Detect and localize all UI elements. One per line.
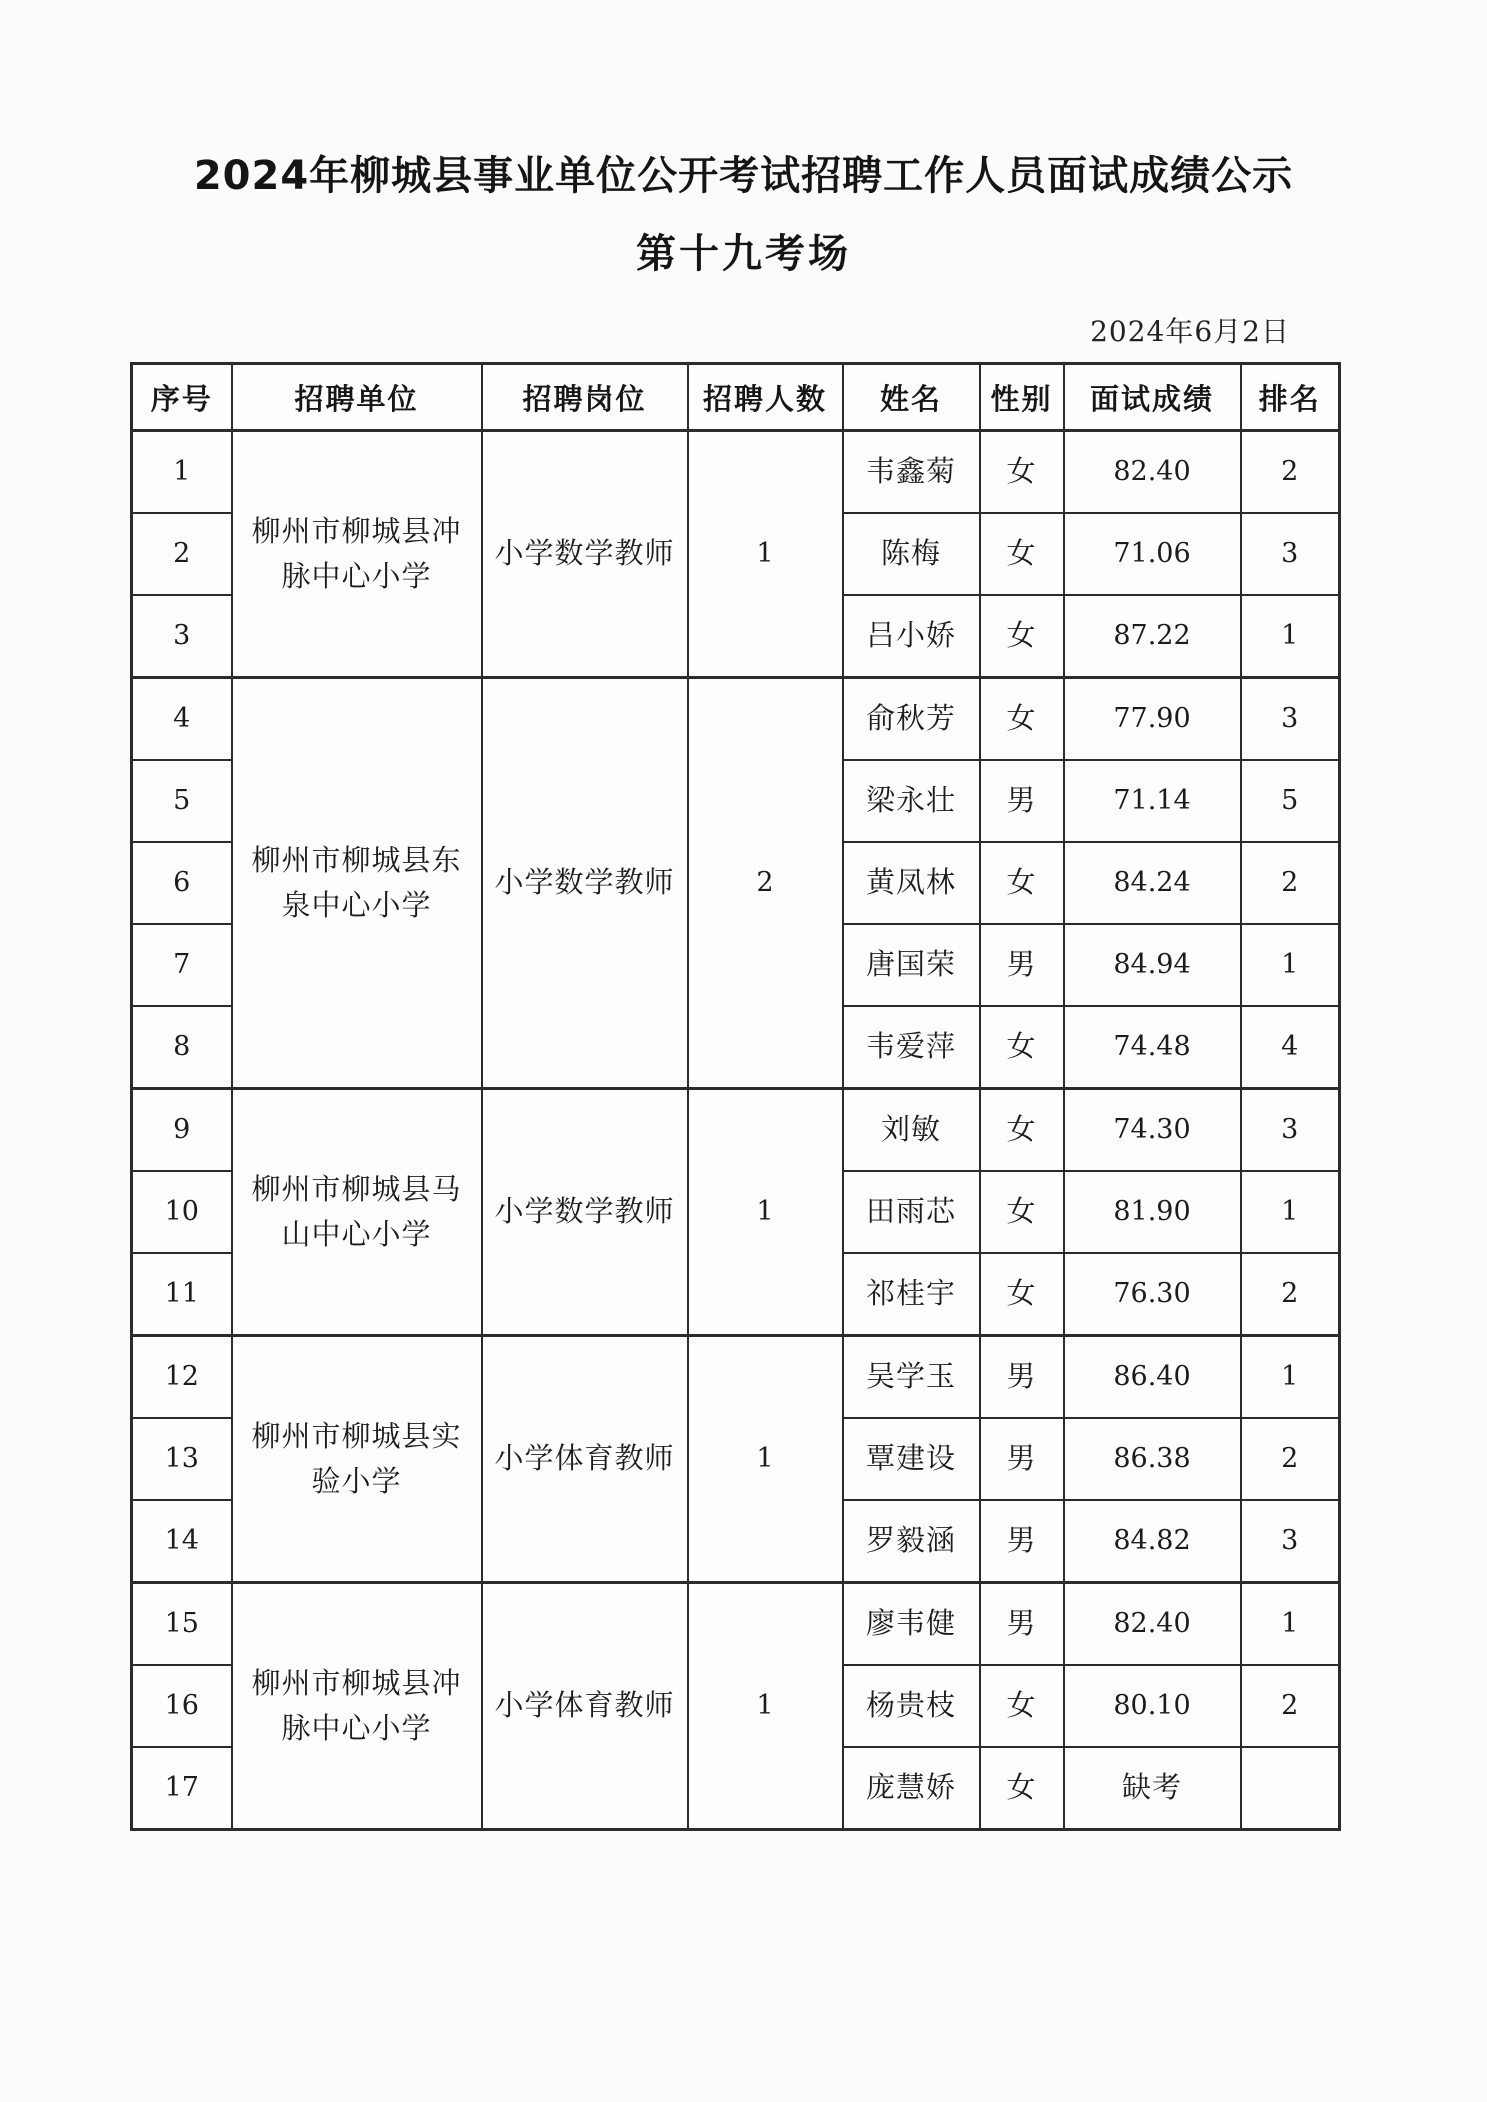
cell-name: 覃建设 [843, 1418, 980, 1500]
cell-score: 76.30 [1064, 1253, 1241, 1336]
cell-gender: 女 [980, 431, 1064, 514]
cell-name: 庞慧娇 [843, 1747, 980, 1830]
cell-rank: 3 [1241, 1089, 1340, 1172]
page-title: 2024年柳城县事业单位公开考试招聘工作人员面试成绩公示 [193, 153, 1294, 199]
cell-index: 4 [132, 678, 232, 761]
unit-text: 柳州市柳城县东泉中心小学 [251, 843, 462, 922]
cell-count: 1 [688, 1336, 843, 1583]
page-subtitle: 第十九考场 [636, 231, 851, 277]
column-header-1: 招聘单位 [232, 364, 482, 431]
cell-name: 刘敏 [843, 1089, 980, 1172]
cell-gender: 女 [980, 595, 1064, 678]
results-table [130, 362, 1341, 1831]
cell-unit [232, 431, 482, 678]
unit-text: 柳州市柳城县冲脉中心小学 [251, 1666, 462, 1745]
cell-rank: 2 [1241, 1665, 1340, 1747]
cell-unit [232, 1336, 482, 1583]
cell-gender: 女 [980, 1171, 1064, 1253]
cell-unit [232, 1089, 482, 1336]
cell-score: 71.06 [1064, 513, 1241, 595]
cell-rank: 3 [1241, 513, 1340, 595]
column-header-2: 招聘岗位 [482, 364, 688, 431]
cell-rank [1241, 1747, 1340, 1830]
cell-name: 陈梅 [843, 513, 980, 595]
cell-position: 小学数学教师 [482, 431, 688, 678]
cell-gender: 女 [980, 678, 1064, 761]
column-header-7: 排名 [1241, 364, 1340, 431]
cell-score: 82.40 [1064, 431, 1241, 514]
cell-score: 77.90 [1064, 678, 1241, 761]
cell-index: 2 [132, 513, 232, 595]
results-table-body [132, 431, 1340, 1830]
column-header-6: 面试成绩 [1064, 364, 1241, 431]
cell-index: 7 [132, 924, 232, 1006]
cell-score: 81.90 [1064, 1171, 1241, 1253]
table-row [132, 1336, 1340, 1419]
cell-score: 84.24 [1064, 842, 1241, 924]
cell-score: 缺考 [1064, 1747, 1241, 1830]
cell-gender: 女 [980, 1006, 1064, 1089]
table-row [132, 678, 1340, 761]
cell-position: 小学数学教师 [482, 678, 688, 1089]
cell-gender: 男 [980, 1500, 1064, 1583]
cell-rank: 4 [1241, 1006, 1340, 1089]
cell-score: 87.22 [1064, 595, 1241, 678]
cell-score: 84.82 [1064, 1500, 1241, 1583]
cell-name: 祁桂宇 [843, 1253, 980, 1336]
cell-gender: 女 [980, 513, 1064, 595]
cell-count: 1 [688, 1089, 843, 1336]
cell-unit [232, 1583, 482, 1830]
cell-rank: 1 [1241, 1583, 1340, 1666]
cell-position: 小学体育教师 [482, 1583, 688, 1830]
table-row [132, 1089, 1340, 1172]
cell-count: 1 [688, 1583, 843, 1830]
cell-gender: 男 [980, 1418, 1064, 1500]
column-header-4: 姓名 [843, 364, 980, 431]
cell-unit [232, 678, 482, 1089]
cell-index: 3 [132, 595, 232, 678]
cell-index: 6 [132, 842, 232, 924]
cell-name: 韦爱萍 [843, 1006, 980, 1089]
cell-gender: 女 [980, 1747, 1064, 1830]
cell-index: 12 [132, 1336, 232, 1419]
cell-gender: 男 [980, 1583, 1064, 1666]
cell-index: 10 [132, 1171, 232, 1253]
cell-count: 1 [688, 431, 843, 678]
cell-index: 17 [132, 1747, 232, 1830]
cell-gender: 男 [980, 1336, 1064, 1419]
cell-name: 杨贵枝 [843, 1665, 980, 1747]
cell-score: 71.14 [1064, 760, 1241, 842]
cell-rank: 1 [1241, 924, 1340, 1006]
cell-name: 田雨芯 [843, 1171, 980, 1253]
column-header-3: 招聘人数 [688, 364, 843, 431]
cell-score: 80.10 [1064, 1665, 1241, 1747]
results-table-head-row [132, 364, 1340, 431]
cell-name: 罗毅涵 [843, 1500, 980, 1583]
cell-name: 黄凤林 [843, 842, 980, 924]
cell-gender: 女 [980, 1253, 1064, 1336]
cell-score: 74.48 [1064, 1006, 1241, 1089]
cell-rank: 1 [1241, 1336, 1340, 1419]
cell-index: 8 [132, 1006, 232, 1089]
cell-index: 11 [132, 1253, 232, 1336]
cell-gender: 女 [980, 1665, 1064, 1747]
cell-score: 86.38 [1064, 1418, 1241, 1500]
cell-index: 1 [132, 431, 232, 514]
unit-text: 柳州市柳城县马山中心小学 [251, 1172, 462, 1251]
cell-rank: 2 [1241, 1253, 1340, 1336]
unit-text: 柳州市柳城县冲脉中心小学 [251, 514, 462, 593]
cell-index: 16 [132, 1665, 232, 1747]
cell-rank: 2 [1241, 431, 1340, 514]
column-header-0: 序号 [132, 364, 232, 431]
cell-rank: 2 [1241, 842, 1340, 924]
cell-index: 13 [132, 1418, 232, 1500]
table-row [132, 1583, 1340, 1666]
table-row [132, 431, 1340, 514]
date-row [130, 310, 1338, 350]
cell-name: 吴学玉 [843, 1336, 980, 1419]
cell-score: 86.40 [1064, 1336, 1241, 1419]
cell-index: 14 [132, 1500, 232, 1583]
cell-score: 82.40 [1064, 1583, 1241, 1666]
cell-index: 9 [132, 1089, 232, 1172]
cell-name: 廖韦健 [843, 1583, 980, 1666]
publish-date: 2024年6月2日 [1090, 315, 1290, 348]
cell-index: 5 [132, 760, 232, 842]
cell-rank: 1 [1241, 1171, 1340, 1253]
cell-rank: 3 [1241, 678, 1340, 761]
cell-count: 2 [688, 678, 843, 1089]
cell-name: 唐国荣 [843, 924, 980, 1006]
cell-position: 小学体育教师 [482, 1336, 688, 1583]
cell-score: 84.94 [1064, 924, 1241, 1006]
cell-score: 74.30 [1064, 1089, 1241, 1172]
cell-rank: 3 [1241, 1500, 1340, 1583]
column-header-5: 性别 [980, 364, 1064, 431]
document-content [130, 310, 1338, 1831]
cell-position: 小学数学教师 [482, 1089, 688, 1336]
cell-gender: 女 [980, 842, 1064, 924]
cell-gender: 男 [980, 924, 1064, 1006]
cell-name: 吕小娇 [843, 595, 980, 678]
cell-rank: 2 [1241, 1418, 1340, 1500]
cell-name: 韦鑫菊 [843, 431, 980, 514]
cell-gender: 女 [980, 1089, 1064, 1172]
cell-rank: 1 [1241, 595, 1340, 678]
unit-text: 柳州市柳城县实验小学 [251, 1419, 462, 1498]
cell-index: 15 [132, 1583, 232, 1666]
cell-name: 梁永壮 [843, 760, 980, 842]
cell-name: 俞秋芳 [843, 678, 980, 761]
cell-gender: 男 [980, 760, 1064, 842]
cell-rank: 5 [1241, 760, 1340, 842]
